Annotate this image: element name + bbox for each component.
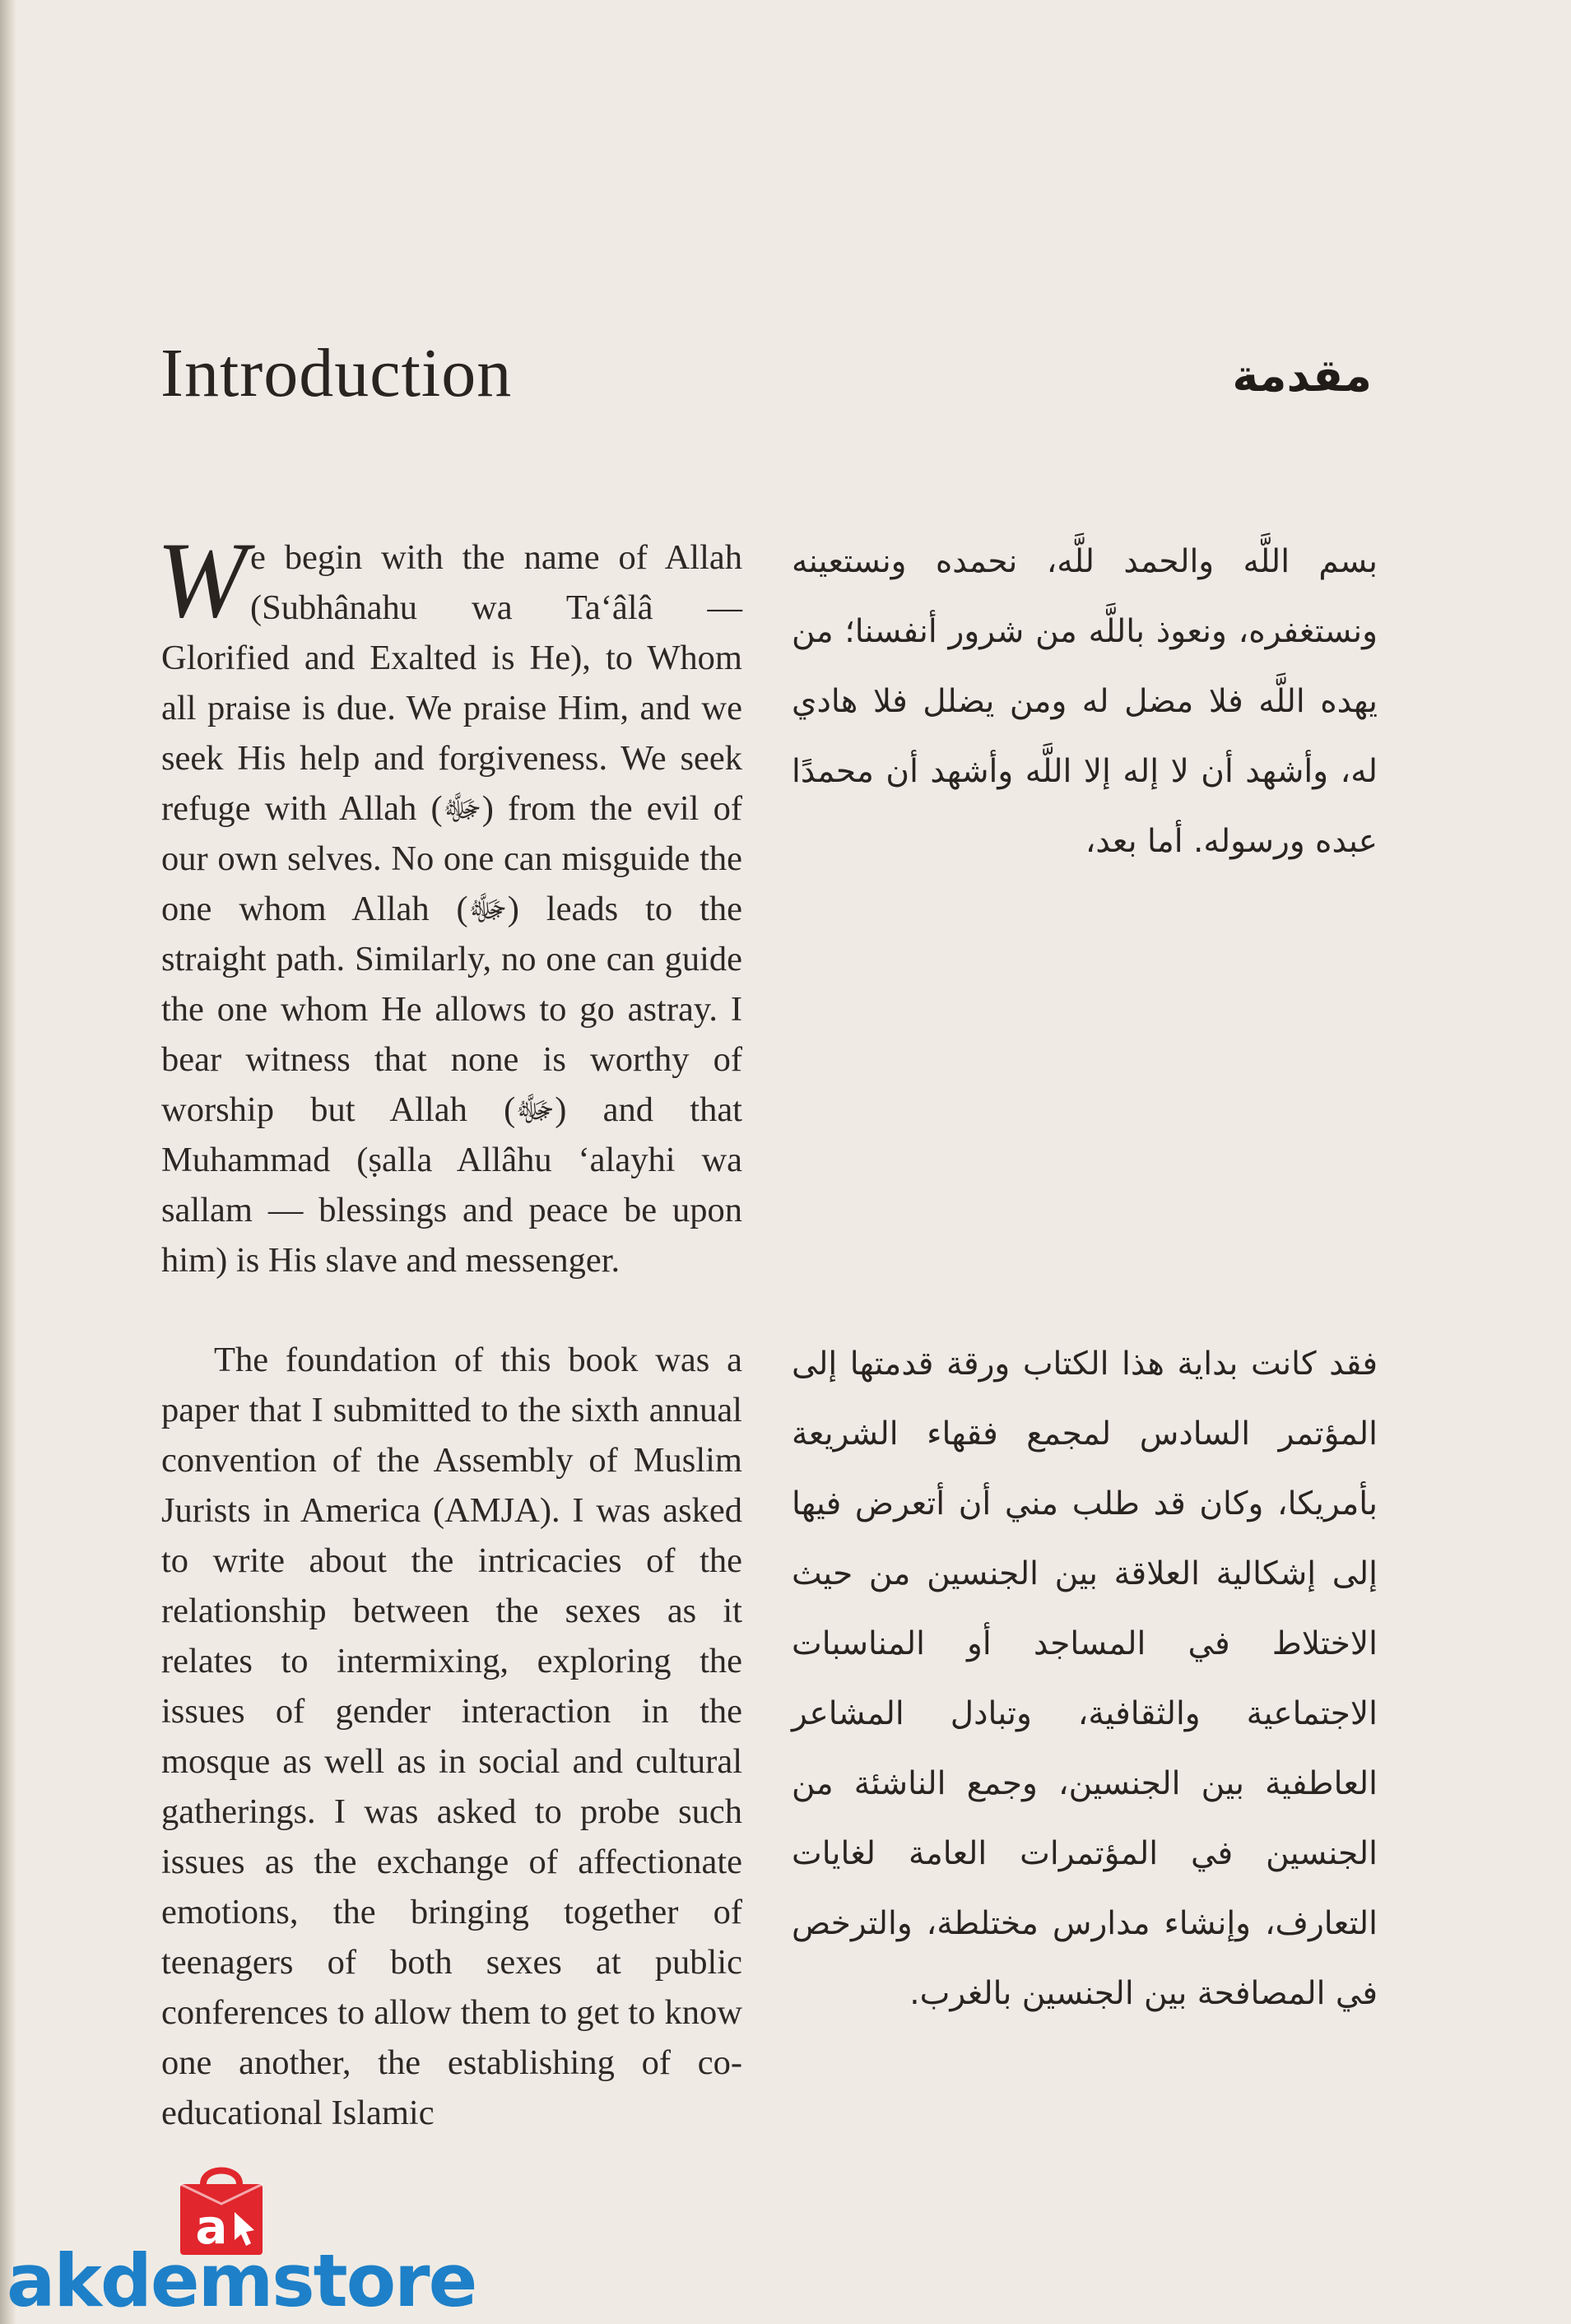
english-paragraph-1 xyxy=(156,519,742,1285)
store-watermark xyxy=(7,2156,476,2323)
english-paragraph-2: The foundation of this book was a paper that I submitted to the sixth annual convention of the Assembly of Muslim Jurists in America (AMJA). I was asked to write about the intricacies of the relationship between the sexes as it relates to intermixing, exploring the issues of gender interaction in the mosque as well as in social and cultural gatherings. I was asked to probe such issues as the exchange of affectionate emotions, the bringing together of teenagers of both sexes at public conferences to allow them to get to know one another, the establishing of co-educational Islamic xyxy=(161,1341,742,2132)
book-spine-shadow xyxy=(0,0,16,2324)
drop-cap: W xyxy=(156,519,247,640)
bag-letter: a xyxy=(195,2199,228,2255)
english-title: Introduction xyxy=(160,335,513,411)
arabic-paragraph-1: بسم اللَّه والحمد للَّه، نحمده ونستعينه ونستغفره، ونعوذ باللَّه من شرور أنفسنا؛ من يهده اللَّه فلا مضل له ومن يضلل فلا هادي له، وأشهد أن لا إله إلا اللَّه وأشهد أن محمدًا عبده ورسوله. أما بعد، xyxy=(792,543,1378,860)
english-paragraph-1-text: e begin with the name of Allah (Subhânahu wa Ta‘âlâ — Glorified and Exalted is He), to Whom all praise is due. We praise Him, and we seek His help and forgiveness. We seek refuge with Allah (ﷻ) from the evil of our own selves. No one can misguide the one whom Allah (ﷻ) leads to the straight path. Similarly, no one can guide the one whom He allows to go astray. I bear witness that none is worthy of worship but Allah (ﷻ) and that Muhammad (ṣalla Allâhu ‘alayhi wa sallam — blessings and peace be upon him) is His slave and messenger. xyxy=(161,538,742,1280)
arabic-title: مقدمة xyxy=(1232,350,1372,402)
arabic-paragraph-2: فقد كانت بداية هذا الكتاب ورقة قدمتها إلى المؤتمر السادس لمجمع فقهاء الشريعة بأمريكا، وكان قد طلب مني أن أتعرض فيها إلى إشكالية العلاقة بين الجنسين من حيث الاختلاط في المساجد أو المناسبات الاجتماعية والثقافية، وتبادل المشاعر العاطفية بين الجنسين، وجمع الناشئة من الجنسين في المؤتمرات العامة لغايات التعارف، وإنشاء مدارس مختلطة، والترخص في المصافحة بين الجنسين بالغرب. xyxy=(792,1346,1378,2012)
store-name: akdemstore xyxy=(7,2238,476,2323)
